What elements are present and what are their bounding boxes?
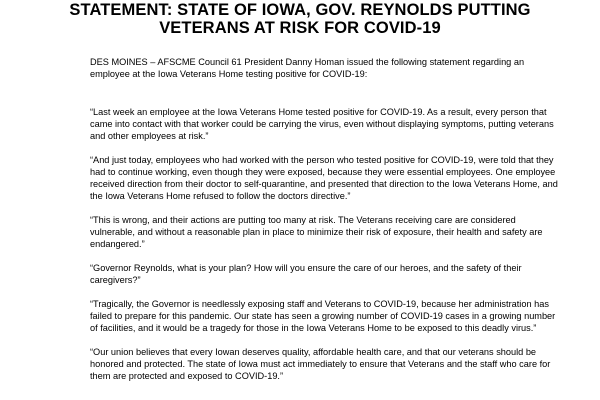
- headline-line-1: STATEMENT: STATE OF IOWA, GOV. REYNOLDS PUTTING: [69, 1, 531, 19]
- quote-paragraph-2: “And just today, employees who had worked with the person who tested positive for COVID-19, were told that they had to continue working, even though they were exposed, because they were essential employees. One employee received direction from their doctor to self-quarantine, and presented that direction to the Iowa Veterans Home, and the Iowa Veterans Home refused to follow the doctors directive.”: [90, 155, 558, 201]
- intro-paragraph: DES MOINES – AFSCME Council 61 President Danny Homan issued the following statement regarding an employee at the Iowa Veterans Home testing positive for COVID-19:: [90, 57, 525, 79]
- quote-paragraph-4: “Governor Reynolds, what is your plan? How will you ensure the care of our heroes, and the safety of their caregivers?”: [90, 263, 522, 285]
- quote-paragraph-5: “Tragically, the Governor is needlessly exposing staff and Veterans to COVID-19, because her administration has failed to prepare for this pandemic. Our state has seen a growing number of COVID-19 cases in a growing number of facilities, and it would be a tragedy for those in the Iowa Veterans Home to be exposed to this deadly virus.”: [90, 299, 556, 333]
- statement-body: [90, 56, 560, 394]
- quote-paragraph-1: “Last week an employee at the Iowa Veterans Home tested positive for COVID-19. As a result, every person that came into contact with that worker could be carrying the virus, even without displaying symptoms, putting veterans and other employees at risk.”: [90, 107, 554, 141]
- quote-paragraph-3: “This is wrong, and their actions are putting too many at risk. The Veterans receiving care are considered vulnerable, and without a reasonable plan in place to minimize their risk of exposure, their health and safety are endangered.”: [90, 215, 543, 249]
- quote-paragraph-6: “Our union believes that every Iowan deserves quality, affordable health care, and that our veterans should be honored and protected. The state of Iowa must act immediately to ensure that Veterans and the staff who care for them are protected and exposed to COVID-19.”: [90, 347, 551, 381]
- headline: [12, 1, 588, 37]
- headline-line-2: VETERANS AT RISK FOR COVID-19: [159, 19, 441, 37]
